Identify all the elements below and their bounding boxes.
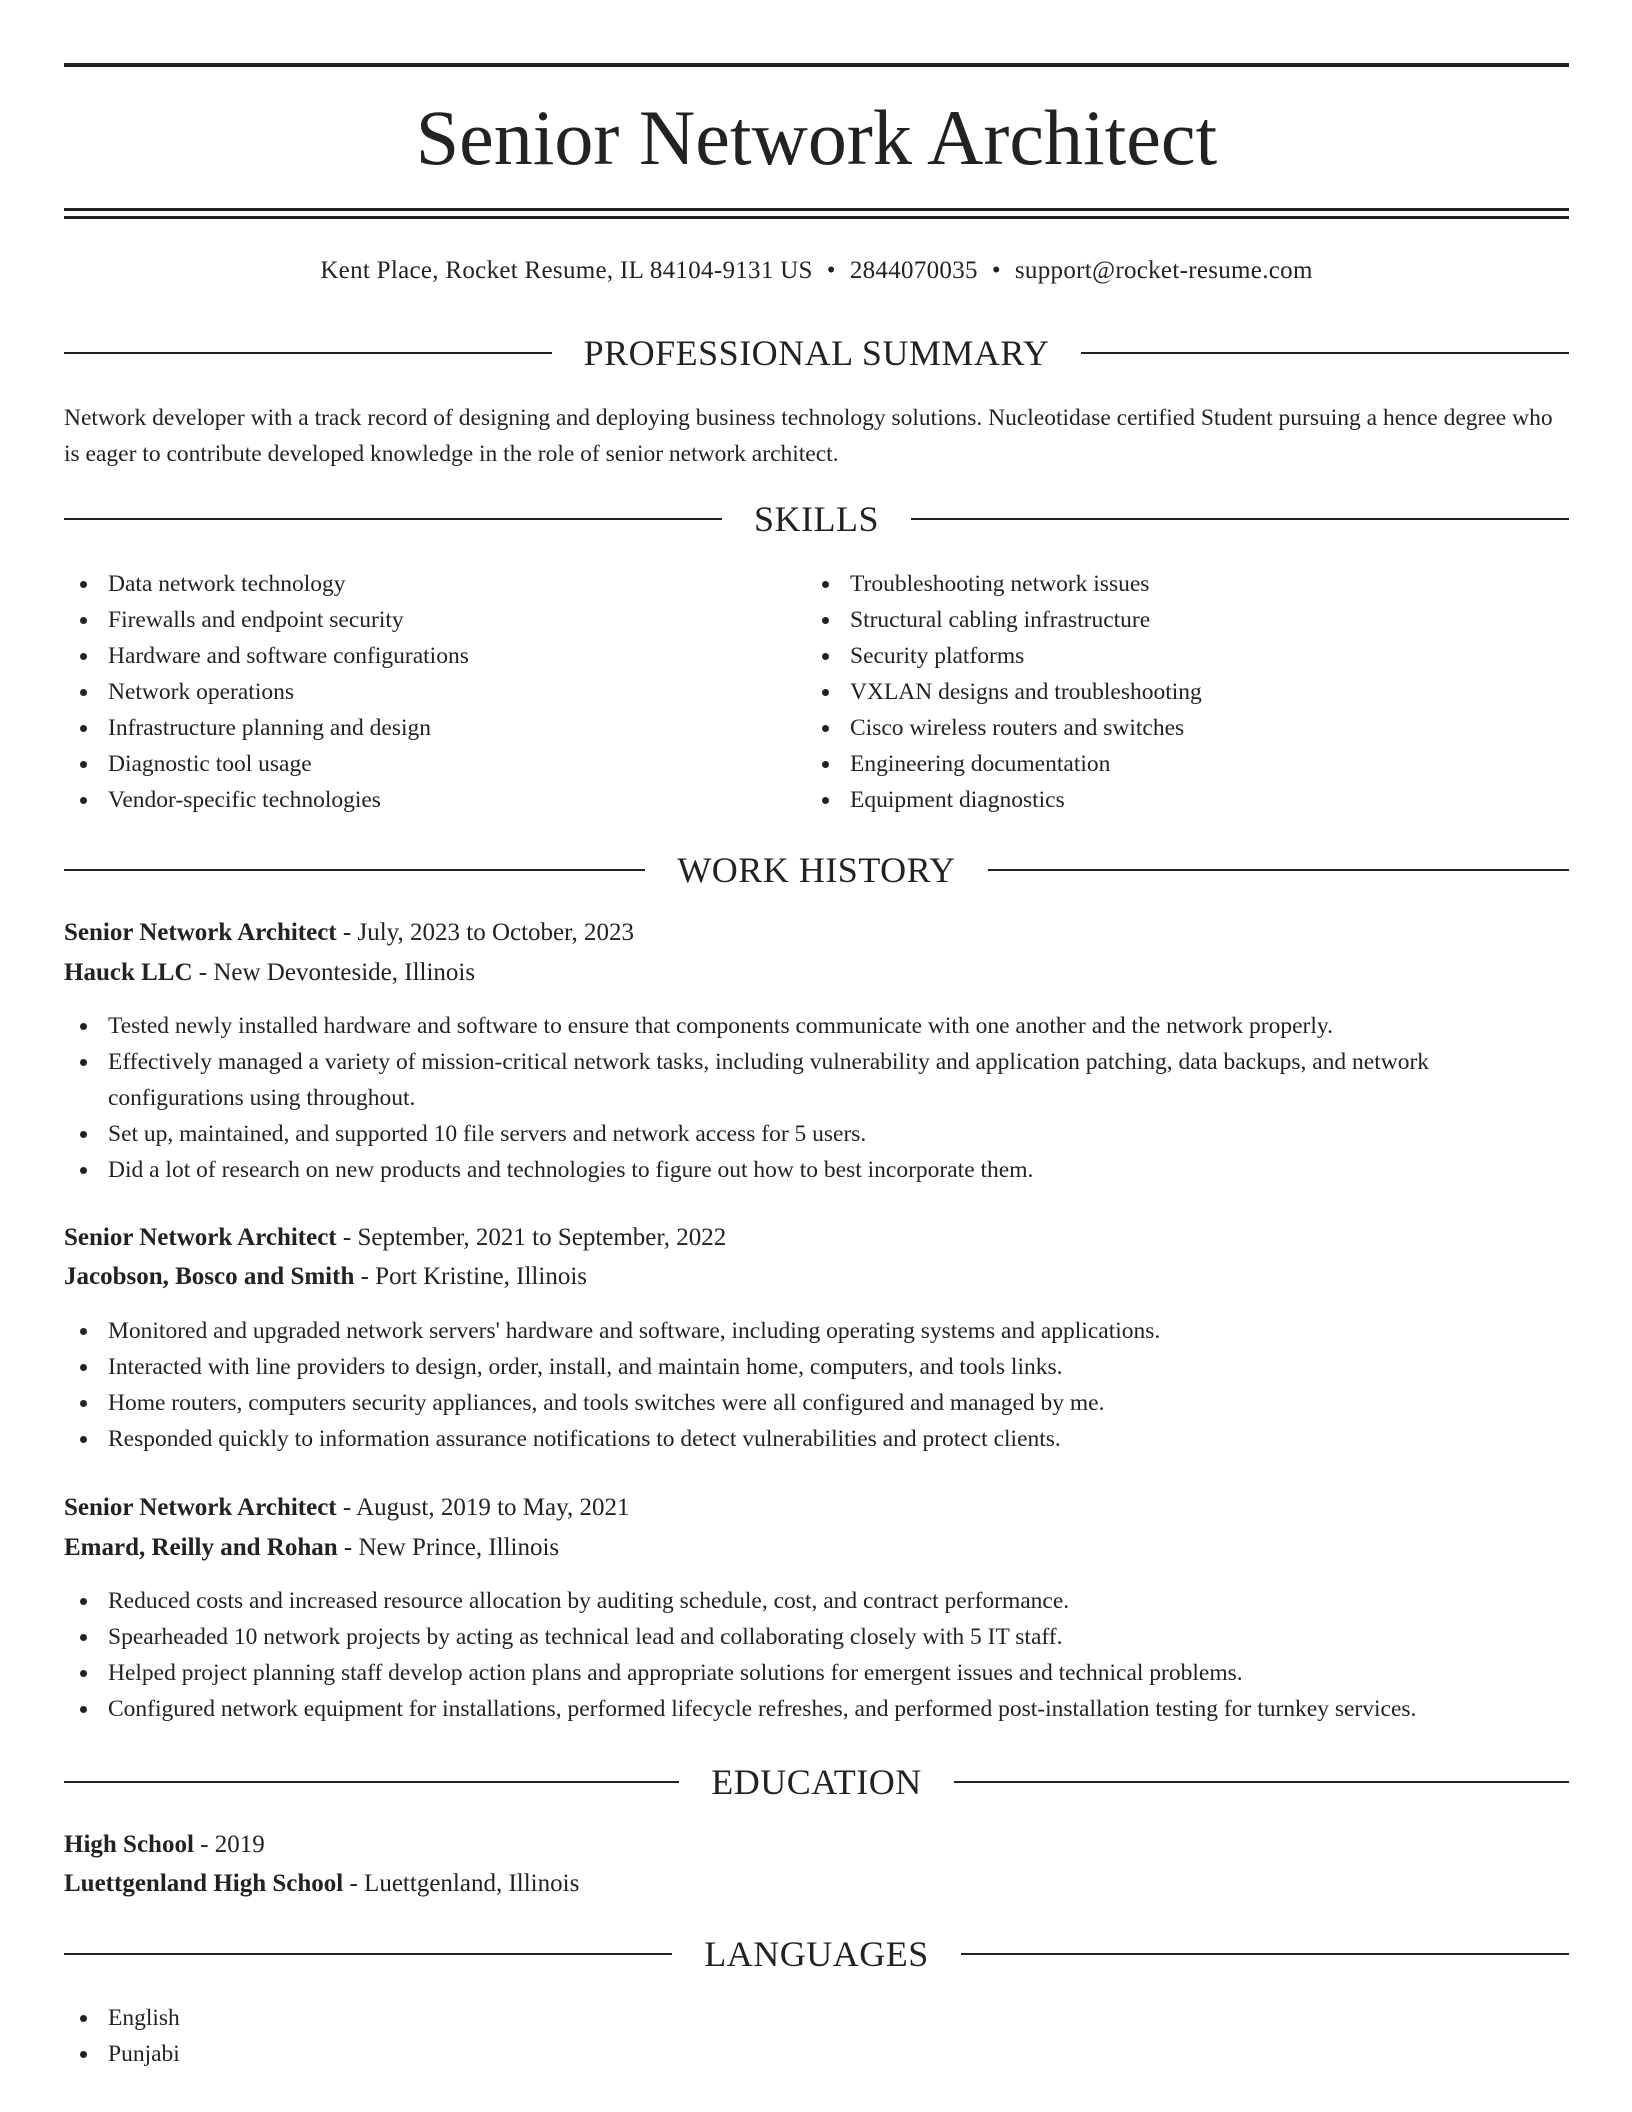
section-rule [64,1953,672,1955]
section-header-education [64,1760,1569,1804]
education-location: - Luettgenland, Illinois [343,1870,580,1897]
job-bullet: Interacted with line providers to design, order, install, and maintain home, computers, and tools links. [64,1349,1569,1385]
education-degree-line [64,1827,1569,1863]
section-header-summary [64,331,1569,375]
section-rule [954,1781,1569,1783]
job-bullet: Monitored and upgraded network servers' hardware and software, including operating systems and applications. [64,1313,1569,1349]
language-item: English [64,2000,804,2036]
job-company: Hauck LLC [64,959,193,986]
job-dates: - September, 2021 to September, 2022 [336,1224,727,1251]
section-rule [961,1953,1569,1955]
skill-item: VXLAN designs and troubleshooting [806,674,1566,710]
education-school-line [64,1866,1569,1902]
skill-item: Vendor-specific technologies [64,782,804,818]
contact-phone: 2844070035 [849,257,978,284]
section-header-languages [64,1932,1569,1976]
section-title-summary: PROFESSIONAL SUMMARY [583,333,1050,373]
section-rule [988,869,1569,871]
skill-item: Cisco wireless routers and switches [806,710,1566,746]
job-bullet: Effectively managed a variety of mission-critical network tasks, including vulnerability and application patching, data backups, and network configurations using throughout. [64,1044,1569,1116]
section-rule [64,352,552,354]
separator-dot: • [991,257,1001,284]
section-title-education: EDUCATION [711,1762,922,1802]
section-header-skills [64,497,1569,541]
section-rule [911,518,1569,520]
separator-dot: • [826,257,836,284]
job-bullet: Spearheaded 10 network projects by acting as technical lead and collaborating closely with 5 IT staff. [64,1619,1569,1655]
job-dates: - July, 2023 to October, 2023 [336,919,634,946]
job-title: Senior Network Architect [64,1224,337,1251]
job-company: Emard, Reilly and Rohan [64,1534,338,1561]
job-location: - Port Kristine, Illinois [354,1263,587,1290]
contact-line [64,255,1569,287]
languages-list [64,2000,804,2072]
job-location: - New Devonteside, Illinois [192,959,476,986]
job-bullets [64,1583,1569,1727]
section-title-work: WORK HISTORY [677,850,956,890]
job-bullet: Home routers, computers security appliances, and tools switches were all configured and managed by me. [64,1385,1569,1421]
job-company-line [64,1259,1569,1295]
job-title: Senior Network Architect [64,919,337,946]
job-bullet: Reduced costs and increased resource allocation by auditing schedule, cost, and contract performance. [64,1583,1569,1619]
skill-item: Diagnostic tool usage [64,746,804,782]
skill-item: Infrastructure planning and design [64,710,804,746]
job-bullet: Tested newly installed hardware and software to ensure that components communicate with one another and the network properly. [64,1008,1569,1044]
skill-item: Data network technology [64,566,804,602]
job-bullet: Responded quickly to information assurance notifications to detect vulnerabilities and protect clients. [64,1421,1569,1457]
job-title-line [64,1220,1569,1256]
section-title-languages: LANGUAGES [704,1934,929,1974]
job-title-line [64,915,1569,951]
job-dates: - August, 2019 to May, 2021 [336,1494,630,1521]
language-item: Punjabi [64,2036,804,2072]
section-rule [1081,352,1569,354]
job-title: Senior Network Architect [64,1494,337,1521]
skill-item: Network operations [64,674,804,710]
education-school: Luettgenland High School [64,1870,344,1897]
contact-address: Kent Place, Rocket Resume, IL 84104-9131 US [320,257,813,284]
section-rule [64,518,722,520]
skill-item: Firewalls and endpoint security [64,602,804,638]
job-title-line [64,1490,1569,1526]
skill-item: Equipment diagnostics [806,782,1566,818]
skill-item: Engineering documentation [806,746,1566,782]
skills-list-left [64,566,804,818]
section-rule [64,1781,679,1783]
resume-title: Senior Network Architect [415,94,1218,181]
top-rule [64,63,1569,67]
job-company: Jacobson, Bosco and Smith [64,1263,355,1290]
section-rule [64,869,645,871]
job-bullets [64,1008,1569,1188]
job-bullet: Did a lot of research on new products and technologies to figure out how to best incorporate them. [64,1152,1569,1188]
job-company-line [64,955,1569,991]
skill-item: Hardware and software configurations [64,638,804,674]
title-rule-upper [64,208,1569,211]
title-rule-lower [64,216,1569,219]
skill-item: Structural cabling infrastructure [806,602,1566,638]
skill-item: Security platforms [806,638,1566,674]
skill-item: Troubleshooting network issues [806,566,1566,602]
job-bullet: Set up, maintained, and supported 10 file servers and network access for 5 users. [64,1116,1569,1152]
job-bullets [64,1313,1569,1457]
education-year: - 2019 [193,1831,265,1858]
section-header-work [64,848,1569,892]
job-location: - New Prince, Illinois [337,1534,560,1561]
contact-email: support@rocket-resume.com [1014,257,1313,284]
skills-list-right [806,566,1566,818]
job-bullet: Configured network equipment for installations, performed lifecycle refreshes, and performed post-installation testing for turnkey services. [64,1691,1569,1727]
job-company-line [64,1530,1569,1566]
section-title-skills: SKILLS [754,499,880,539]
summary-text: Network developer with a track record of designing and deploying business technology solutions. Nucleotidase certified Student pursuing a hence degree who is eager to contribute developed knowledge in the role of senior network architect. [64,405,1553,467]
education-degree: High School [64,1831,194,1858]
job-bullet: Helped project planning staff develop action plans and appropriate solutions for emergent issues and technical problems. [64,1655,1569,1691]
